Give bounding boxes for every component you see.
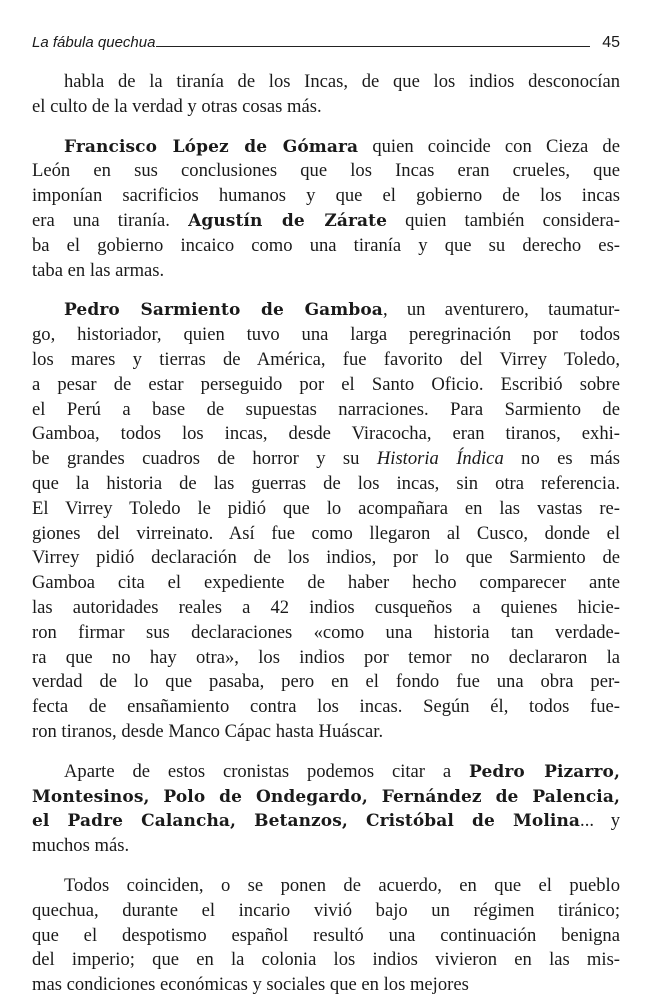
text-run: verdad de lo que pasaba, pero en el fondo fue una obra per-	[32, 671, 620, 693]
text-run: quechua, durante el incario vivió bajo un régimen tiránico;	[32, 899, 620, 921]
text-run: el culto de la verdad y otras cosas más.	[32, 95, 322, 117]
text-run: los mares y tierras de América, fue favorito del Virrey Toledo,	[32, 348, 620, 370]
text-line	[32, 899, 620, 924]
text-line	[32, 422, 620, 447]
text-line	[32, 621, 620, 646]
text-run: quien coincide con Cieza de	[358, 135, 620, 157]
text-run: las autoridades reales a 42 indios cusqueños a quienes hicie-	[32, 596, 620, 618]
text-line	[32, 948, 620, 973]
text-run: no es más	[503, 448, 620, 470]
text-line	[32, 95, 620, 120]
text-line	[32, 546, 620, 571]
header-rule	[156, 46, 590, 47]
text-line	[32, 234, 620, 259]
text-line	[32, 522, 620, 547]
text-line	[32, 874, 620, 899]
text-run: fecta de ensañamiento contra los incas. Según él, todos fue-	[32, 696, 620, 718]
text-run: que el despotismo español resultó una continuación benigna	[32, 924, 620, 946]
text-run: del imperio; que en la colonia los indios vivieron en las mis-	[32, 949, 620, 971]
paragraph-gap	[32, 745, 620, 760]
text-run: habla de la tiranía de los Incas, de que los indios desconocían	[64, 71, 620, 92]
paragraph	[32, 135, 620, 284]
text-line	[32, 259, 620, 284]
text-line	[32, 70, 620, 95]
text-line	[32, 571, 620, 596]
text-run: imponían sacrificios humanos y que el gobierno de los incas	[32, 185, 620, 207]
paragraph-gap	[32, 283, 620, 298]
bold-name: Montesinos, Polo de Ondegardo, Fernández de Palencia,	[32, 786, 620, 807]
text-run: be grandes cuadros de horror y su	[32, 448, 377, 470]
text-run: mas condiciones económicas y sociales que en los mejores	[32, 974, 469, 996]
paragraph	[32, 760, 620, 859]
text-line	[32, 760, 620, 785]
text-run: que la historia de las guerras de los incas, sin otra referencia.	[32, 472, 620, 494]
text-line	[32, 348, 620, 373]
text-line	[32, 809, 620, 834]
text-line	[32, 834, 620, 859]
text-line	[32, 159, 620, 184]
text-line	[32, 323, 620, 348]
bold-name: el Padre Calancha, Betanzos, Cristóbal de Molina	[32, 811, 581, 832]
bold-name: Francisco López de Gómara	[64, 136, 359, 157]
bold-name: Agustín de Zárate	[188, 210, 387, 231]
text-run: ron tiranos, desde Manco Cápac hasta Huáscar.	[32, 720, 384, 742]
text-run: giones del virreinato. Así fue como llegaron al Cusco, donde el	[32, 522, 620, 544]
text-run: León en sus conclusiones que los Incas eran crueles, que	[32, 160, 620, 182]
text-run: taba en las armas.	[32, 259, 165, 281]
text-line	[32, 373, 620, 398]
text-line	[32, 646, 620, 671]
text-line	[32, 209, 620, 234]
text-run: ron firmar sus declaraciones «como una historia tan verdade-	[32, 621, 620, 643]
text-run: ra que no hay otra», los indios por temor no declararon la	[32, 646, 620, 668]
text-line	[32, 924, 620, 949]
paragraph	[32, 70, 620, 120]
text-run: Todos coinciden, o se ponen de acuerdo, en que el pueblo	[64, 874, 620, 896]
text-line	[32, 497, 620, 522]
text-run: a pesar de estar perseguido por el Santo Oficio. Escribió sobre	[32, 373, 620, 395]
text-run: El Virrey Toledo le pidió que lo acompañara en las vastas re-	[32, 497, 620, 519]
text-line	[32, 398, 620, 423]
text-run: go, historiador, quien tuvo una larga peregrinación por todos	[32, 324, 620, 346]
paragraph	[32, 874, 620, 998]
text-run: , un aventurero, taumatur-	[382, 299, 620, 321]
body-text	[32, 70, 620, 998]
text-line	[32, 695, 620, 720]
text-run: el Perú a base de supuestas narraciones. Para Sarmiento de	[32, 398, 620, 420]
text-line	[32, 785, 620, 810]
text-line	[32, 670, 620, 695]
text-run: quien también considera-	[387, 209, 621, 231]
text-run: era una tiranía.	[32, 209, 189, 231]
paragraph	[32, 298, 620, 744]
text-run: muchos más.	[32, 835, 130, 857]
text-line	[32, 973, 620, 998]
text-run: ... y	[580, 810, 620, 832]
text-run: Aparte de estos cronistas podemos citar a	[64, 760, 470, 782]
paragraph-gap	[32, 120, 620, 135]
text-line	[32, 135, 620, 160]
text-run: Gamboa cita el expediente de haber hecho comparecer ante	[32, 572, 620, 594]
text-line	[32, 298, 620, 323]
text-line	[32, 447, 620, 472]
text-line	[32, 472, 620, 497]
running-header	[32, 32, 620, 54]
text-line	[32, 720, 620, 745]
text-run: ba el gobierno incaico como una tiranía y que su derecho es-	[32, 234, 620, 256]
text-run: Virrey pidió declaración de los indios, por lo que Sarmiento de	[32, 547, 620, 569]
running-title: La fábula quechua	[32, 34, 156, 51]
italic-title: Historia Índica	[376, 448, 504, 470]
bold-name: Pedro Sarmiento de Gamboa	[64, 300, 383, 321]
text-run: Gamboa, todos los incas, desde Viracocha, eran tiranos, exhi-	[32, 423, 620, 445]
bold-name: Pedro Pizarro,	[469, 761, 620, 782]
text-line	[32, 184, 620, 209]
text-line	[32, 596, 620, 621]
page-number: 45	[602, 34, 620, 51]
paragraph-gap	[32, 859, 620, 874]
